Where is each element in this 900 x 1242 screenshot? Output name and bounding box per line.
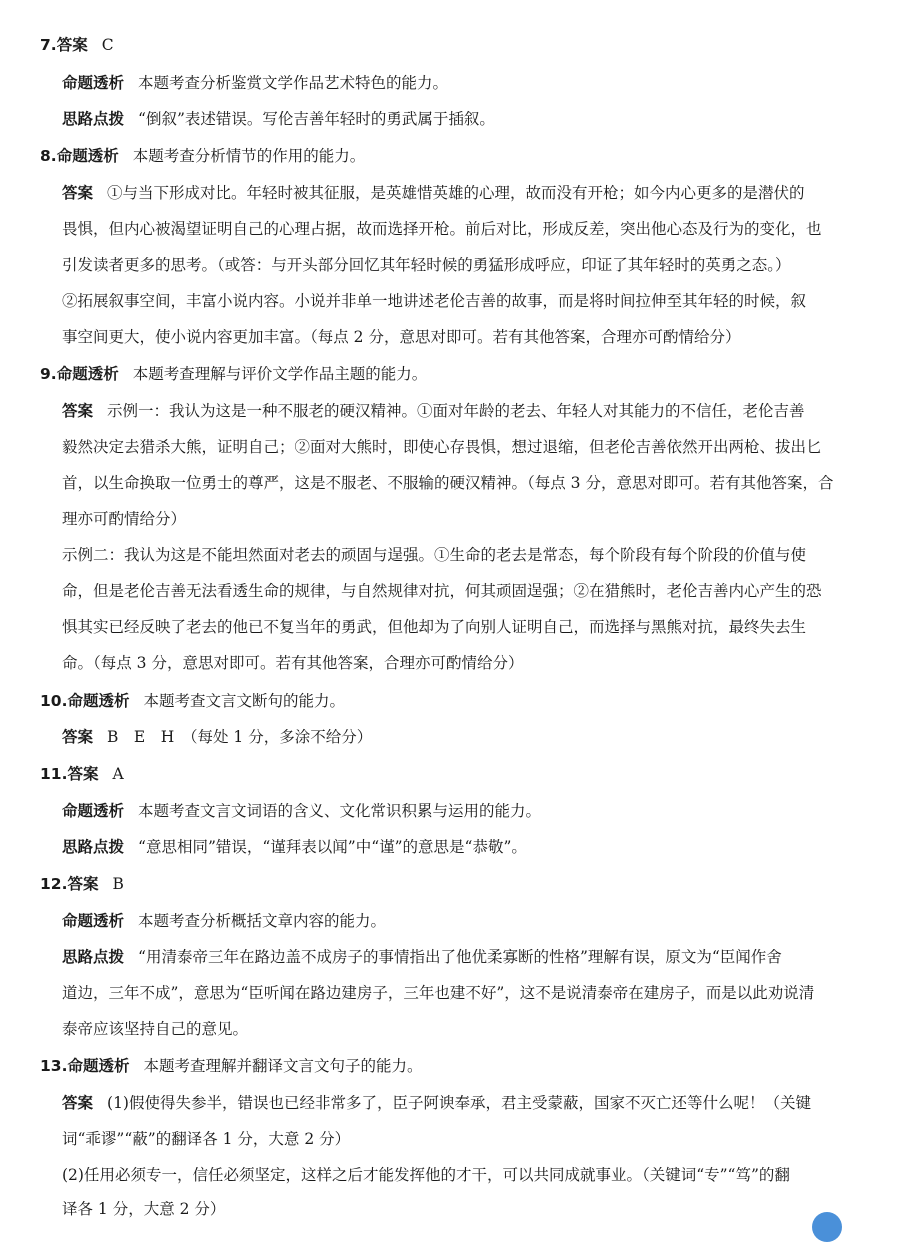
q12-hint-text-3: 泰帝应该坚持自己的意见。 — [62, 1020, 249, 1038]
q10-answer-line — [62, 726, 372, 748]
q7-analysis-label: 命题透析 — [62, 74, 125, 92]
q13-answer-label: 答案 — [62, 1094, 94, 1112]
q8-answer-label: 答案 — [62, 184, 94, 202]
q9-answer-label: 答案 — [62, 402, 94, 420]
q13-answer-text-3: (2)任用必须专一，信任必须坚定，这样之后才能发挥他的才干，可以共同成就事业。（关键词“专”“笃”的翻 — [62, 1166, 790, 1184]
q8-answer-text-3: 引发读者更多的思考。（或答：与开头部分回忆其年轻时候的勇猛形成呼应，印证了其年轻时的英勇之态。） — [62, 256, 791, 274]
q13-answer-line — [62, 1092, 811, 1114]
q7-hint-line — [62, 108, 495, 130]
q11-hint-label: 思路点拨 — [62, 838, 125, 856]
q9-answer-text-3: 首，以生命换取一位勇士的尊严，这是不服老、不服输的硬汉精神。（每点 3 分，意思对即可。若有其他答案，合 — [62, 474, 834, 492]
q10-analysis-label: 命题透析 — [67, 692, 130, 710]
q7-analysis-text: 本题考查分析鉴赏文学作品艺术特色的能力。 — [138, 74, 449, 92]
q12-number: 12. — [40, 875, 68, 893]
q13-analysis-line — [40, 1055, 423, 1077]
q9-answer-text-7: 惧其实已经反映了老去的他已不复当年的勇武，但他却为了向别人证明自己，而选择与黑熊对抗，最终失去生 — [62, 618, 807, 636]
q13-answer-text-2: 词“乖谬”“蔽”的翻译各 1 分，大意 2 分） — [62, 1130, 351, 1148]
q12-analysis-line — [62, 910, 386, 932]
q7-analysis-line — [62, 72, 448, 94]
q12-hint-line — [62, 946, 782, 968]
q13-analysis-label: 命题透析 — [67, 1057, 130, 1075]
q8-answer-text-1: ①与当下形成对比。年轻时被其征服，是英雄惜英雄的心理，故而没有开枪；如今内心更多的是潜伏的 — [107, 184, 805, 202]
q13-answer-text-4: 译各 1 分，大意 2 分） — [62, 1200, 226, 1218]
page-corner-badge — [812, 1212, 842, 1242]
q9-answer-text-4: 理亦可酌情给分） — [62, 510, 187, 528]
q8-analysis-text: 本题考查分析情节的作用的能力。 — [132, 147, 366, 165]
q10-analysis-text: 本题考查文言文断句的能力。 — [143, 692, 345, 710]
q11-answer-line — [40, 763, 124, 785]
q12-hint-label: 思路点拨 — [62, 948, 125, 966]
q11-hint-line — [62, 836, 527, 858]
q11-analysis-label: 命题透析 — [62, 802, 125, 820]
q9-answer-text-5: 示例二：我认为这是不能坦然面对老去的顽固与逞强。①生命的老去是常态，每个阶段有每个阶段的价值与使 — [62, 546, 807, 564]
q9-answer-line — [62, 400, 805, 422]
q11-analysis-line — [62, 800, 541, 822]
q7-hint-text: “倒叙”表述错误。写伦吉善年轻时的勇武属于插叙。 — [138, 110, 495, 128]
q12-hint-text-1: “用清泰帝三年在路边盖不成房子的事情指出了他优柔寡断的性格”理解有误，原文为“臣闻作舍 — [138, 948, 782, 966]
q8-answer-line — [62, 182, 805, 204]
q11-answer-label: 答案 — [67, 765, 99, 783]
q9-answer-text-2: 毅然决定去猎杀大熊，证明自己；②面对大熊时，即使心存畏惧，想过退缩，但老伦吉善依然开出两枪、拔出匕 — [62, 438, 822, 456]
q7-number: 7. — [40, 36, 57, 54]
q13-number: 13. — [40, 1057, 68, 1075]
q9-answer-text-6: 命，但是老伦吉善无法看透生命的规律，与自然规律对抗，何其顽固逞强；②在猎熊时，老伦吉善内心产生的恐 — [62, 582, 822, 600]
q13-answer-text-1: (1)假使得失参半，错误也已经非常多了，臣子阿谀奉承，君主受蒙蔽，国家不灭亡还等什么呢！（关键 — [107, 1094, 811, 1112]
q12-hint-text-2: 道边，三年不成”，意思为“臣听闻在路边建房子，三年也建不好”，这不是说清泰帝在建房子，而是以此劝说清 — [62, 984, 815, 1002]
q11-analysis-text: 本题考查文言文词语的含义、文化常识积累与运用的能力。 — [138, 802, 542, 820]
q10-analysis-line — [40, 690, 345, 712]
q12-answer-label: 答案 — [67, 875, 99, 893]
q7-answer-line — [40, 34, 114, 56]
q8-number: 8. — [40, 147, 57, 165]
q7-hint-label: 思路点拨 — [62, 110, 125, 128]
q9-analysis-text: 本题考查理解与评价文学作品主题的能力。 — [132, 365, 428, 383]
q7-answer-label: 答案 — [56, 36, 88, 54]
q11-number: 11. — [40, 765, 68, 783]
q9-number: 9. — [40, 365, 57, 383]
q8-answer-text-2: 畏惧，但内心被渴望证明自己的心理占据，故而选择开枪。前后对比，形成反差，突出他心态及行为的变化，也 — [62, 220, 822, 238]
q10-answer-value: B E H （每处 1 分，多涂不给分） — [107, 728, 373, 746]
q9-analysis-line — [40, 363, 427, 385]
q12-answer-line — [40, 873, 124, 895]
q12-answer-value: B — [112, 875, 124, 893]
q8-analysis-line — [40, 145, 365, 167]
q8-answer-text-4: ②拓展叙事空间，丰富小说内容。小说并非单一地讲述老伦吉善的故事，而是将时间拉伸至其年轻的时候，叙 — [62, 292, 807, 310]
q8-answer-text-5: 事空间更大，使小说内容更加丰富。（每点 2 分，意思对即可。若有其他答案，合理亦可酌情给分） — [62, 328, 741, 346]
q10-number: 10. — [40, 692, 68, 710]
q11-answer-value: A — [112, 765, 124, 783]
q13-analysis-text: 本题考查理解并翻译文言文句子的能力。 — [143, 1057, 423, 1075]
q10-answer-label: 答案 — [62, 728, 94, 746]
q12-analysis-label: 命题透析 — [62, 912, 125, 930]
q11-hint-text: “意思相同”错误，“谨拜表以闻”中“谨”的意思是“恭敬”。 — [138, 838, 527, 856]
q9-answer-text-1: 示例一：我认为这是一种不服老的硬汉精神。①面对年龄的老去、年轻人对其能力的不信任，老伦吉善 — [107, 402, 805, 420]
q9-analysis-label: 命题透析 — [56, 365, 119, 383]
q12-analysis-text: 本题考查分析概括文章内容的能力。 — [138, 912, 387, 930]
q7-answer-value: C — [101, 36, 114, 54]
q8-analysis-label: 命题透析 — [56, 147, 119, 165]
q9-answer-text-8: 命。（每点 3 分，意思对即可。若有其他答案，合理亦可酌情给分） — [62, 654, 524, 672]
